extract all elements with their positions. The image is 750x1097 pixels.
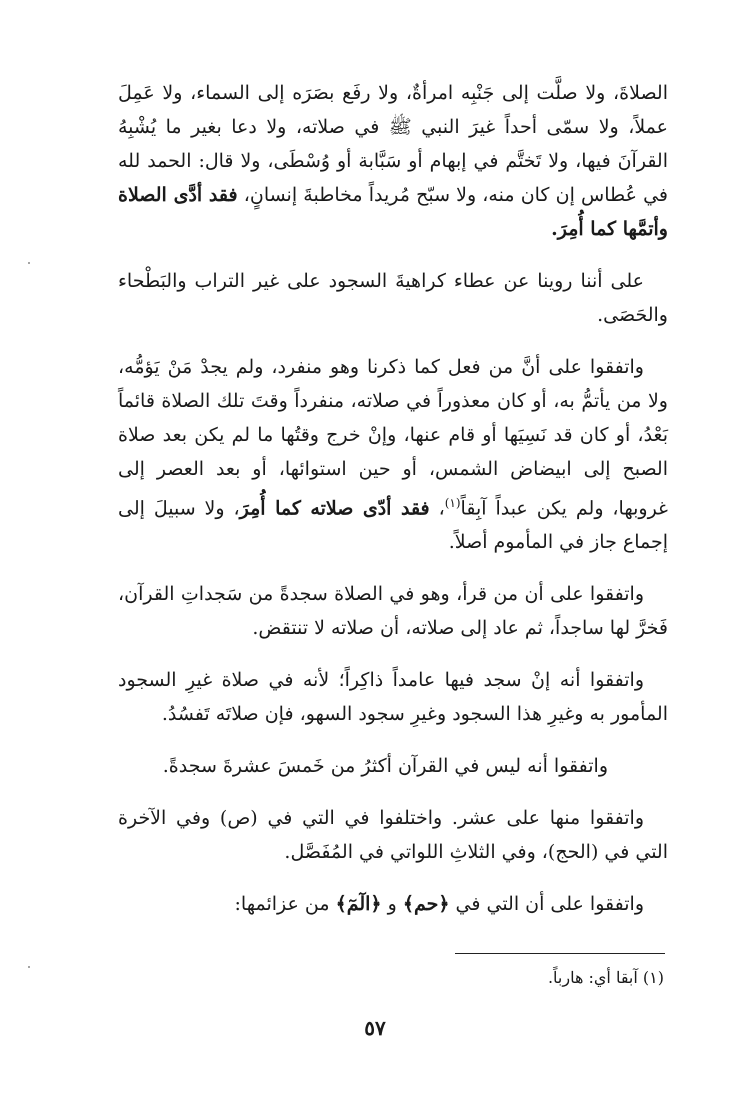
paragraph-3-sep: ، <box>429 497 445 520</box>
footnote-reference: (١) <box>444 496 461 510</box>
page-number: ٥٧ <box>364 1016 386 1040</box>
footnote: (١) آبقا أي: هارباً. <box>547 968 664 987</box>
footnote-divider <box>455 953 665 954</box>
paragraph-1 <box>118 76 668 246</box>
paragraph-8-between: و <box>381 893 403 916</box>
paragraph-3-text: واتفقوا على أنَّ من فعل كما ذكرنا وهو منفرد، ولم يجدْ مَنْ يَؤمُّه، ولا من يأتمُّ به، أو كان معذوراً في صلاته، منفرداً وقتَ تلك الصلاة قائماً بَعْدُ، أو كان قد نَسِيَها أو قام عنها، وإنْ خرج وقتُها ما لم يكن بعد صلاة الصبح إلى ابيضاض الشمس، أو حين استوائها، أو بعد العصر إلى غروبها، ولم يكن عبداً آبِقاً <box>118 356 668 520</box>
paragraph-5: واتفقوا أنه إنْ سجد فيها عامداً ذاكِراً؛ لأنه في صلاة غيرِ السجود المأمور به وغيرِ هذا السجود وغيرِ سجود السهو، فإن صلاتَه تَفسُدُ. <box>118 669 668 726</box>
paragraph-3 <box>118 350 668 559</box>
scan-speck <box>28 262 30 264</box>
paragraph-4: واتفقوا على أن من قرأ، وهو في الصلاة سجدةً من سَجداتِ القرآن، فَخرَّ لها ساجداً، ثم عاد إلى صلاته، أن صلاته لا تنتقض. <box>118 583 668 640</box>
page-body <box>118 76 668 939</box>
paragraph-7: واتفقوا منها على عشر. واختلفوا في التي في (ص) وفي الآخرة التي في (الحج)، وفي الثلاثِ اللواتي في المُفَصَّل. <box>118 807 668 864</box>
scan-speck <box>28 966 30 968</box>
paragraph-3-bold: فقد أدّى صلاته كما أُمِرَ <box>239 497 430 520</box>
paragraph-8-text: واتفقوا على أن التي في <box>449 893 644 916</box>
paragraph-2: على أننا روينا عن عطاء كراهيةَ السجود على غير التراب والبَطْحاء والحَصَى. <box>118 270 668 326</box>
paragraph-3-tail: ، ولا سبيلَ إلى إجماع جاز في المأموم أصلاً. <box>118 497 668 554</box>
paragraph-1-text: الصلاةَ، ولا صلَّت إلى جَنْبِه امرأةٌ، ولا رفَع بصَرَه إلى السماء، ولا عَمِلَ عملاً، ولا سمّى أحداً غيرَ النبي ﷺ في صلاته، ولا دعا بغير ما يُشْبِهُ القرآنَ فيها، ولا تَختَّم في إبهام أو سَبَّابة أو وُسْطَى، ولا قال: الحمد لله في عُطاس إن كان منه، ولا سبّح مُريداً مخاطبةَ إنسانٍ، <box>118 82 668 206</box>
paragraph-8-bold-2: ﴿الٓمٓ﴾ <box>335 893 382 916</box>
paragraph-6: واتفقوا أنه ليس في القرآن أكثرُ من خَمسَ عشرةَ سجدةً. <box>162 755 608 778</box>
paragraph-1-bold: فقد أدَّى الصلاة وأتمَّها كما أُمِرَ. <box>118 184 668 240</box>
paragraph-8-tail: من عزائمها: <box>234 893 336 916</box>
paragraph-8-bold-1: ﴿حم﴾ <box>402 893 450 916</box>
paragraph-8 <box>118 887 668 921</box>
